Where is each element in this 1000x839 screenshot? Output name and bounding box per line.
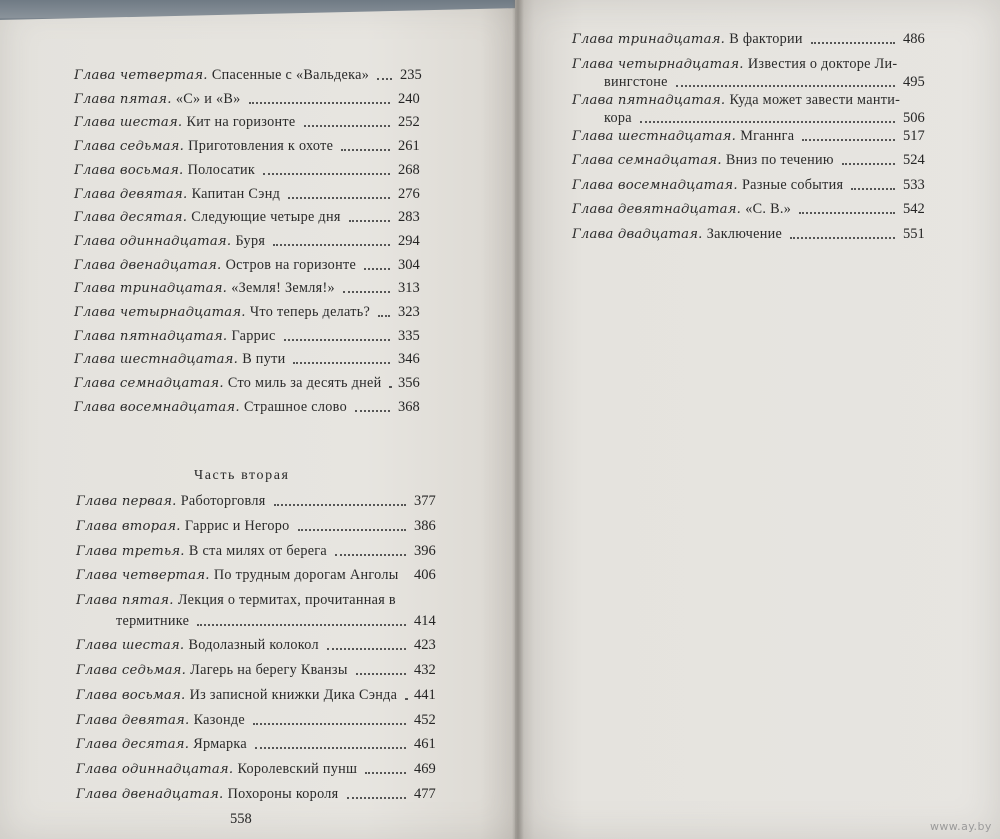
page-number: 283 [398,209,420,226]
toc-entry [74,137,333,156]
chapter-title: В ста милях от берега [188,542,328,559]
chapter-title: Разные события [741,176,844,193]
toc-entry [76,591,396,610]
chapter-title: Гаррис [231,327,276,344]
page-number: 261 [398,138,420,155]
toc-entry [76,542,327,561]
toc-entry [572,176,843,195]
chapter-title: Остров на горизонте [225,256,357,273]
dot-leader [263,173,390,175]
toc-entry [76,517,290,536]
dot-leader [284,339,390,341]
page-number-footer: 558 [230,811,252,827]
chapter-label: Глава двенадцатая. [74,257,222,273]
toc-entry [76,636,319,655]
chapter-label: Глава седьмая. [74,139,184,155]
dot-leader [288,197,390,199]
dot-leader [377,78,392,80]
chapter-label: Глава восемнадцатая. [74,399,240,415]
chapter-title: В фактории [729,31,803,47]
chapter-title: Капитан Сэнд [191,185,281,202]
toc-entry [572,91,900,110]
chapter-label: Глава пятая. [74,91,172,107]
chapter-title: Из записной книжки Дика Сэнда [189,686,398,703]
watermark-text: www.ay.by [930,820,992,833]
toc-entry [76,492,266,511]
chapter-title-continuation [604,109,632,128]
page-number: 533 [903,176,925,193]
page-number: 276 [398,185,420,202]
chapter-label: Глава девятая. [74,186,188,202]
chapter-label: Глава семнадцатая. [74,376,224,392]
chapter-label: Глава тринадцатая. [572,32,726,47]
toc-entry [76,711,245,730]
page-number: 477 [414,786,436,802]
chapter-title: Следующие четыре дня [191,209,341,226]
dot-leader [341,149,390,151]
toc-entry [572,127,794,146]
dot-leader [355,410,390,412]
page-number: 432 [414,662,436,678]
dot-leader [273,244,390,246]
chapter-label: Глава шестнадцатая. [74,352,238,368]
chapter-title: «С» и «В» [175,90,241,107]
dot-leader [197,624,406,626]
chapter-label: Глава шестая. [76,638,185,654]
toc-entry [76,566,399,585]
chapter-title: «Земля! Земля!» [231,280,335,297]
chapter-title: Вниз по течению [725,152,834,168]
dot-leader [389,386,390,388]
dot-leader [335,554,406,556]
page-number: 486 [903,31,925,47]
page-number: 423 [414,637,436,654]
dot-leader [293,362,390,364]
dot-leader [640,121,895,123]
chapter-label: Глава шестая. [74,115,183,131]
page-number: 368 [398,398,420,415]
chapter-title: Сто миль за десять дней [227,375,382,392]
part-two-heading: Часть вторая [194,468,290,483]
page-number: 441 [414,686,436,703]
dot-leader [790,237,895,239]
page-number: 313 [398,280,420,297]
chapter-label: Глава двенадцатая. [76,787,224,802]
toc-entry [572,55,897,74]
dot-leader [356,673,406,675]
chapter-label: Глава восьмая. [74,162,184,178]
chapter-label: Глава одиннадцатая. [76,762,234,778]
page-number: 323 [398,304,420,320]
toc-entry [76,760,357,779]
page-number: 517 [903,127,925,144]
chapter-title: По трудным дорогам Анголы [213,567,399,584]
chapter-label: Глава первая. [76,494,177,509]
page-number: 240 [398,90,420,107]
dot-leader [378,315,390,317]
toc-entry [76,785,339,804]
chapter-title: Спасенные с «Вальдека» [211,67,370,83]
toc-entry [74,113,296,132]
page-number: 356 [398,375,420,392]
chapter-title-continuation [604,73,668,92]
dot-leader [343,291,390,293]
page-number: 551 [903,225,925,242]
chapter-title: Гаррис и Негоро [184,517,290,534]
dot-leader [365,772,406,774]
toc-entry [76,735,247,754]
toc-entry [74,327,276,346]
chapter-title-continuation-text: термитнике [116,613,190,630]
chapter-label: Глава третья. [76,543,185,559]
toc-entry [74,161,255,180]
page-number: 495 [903,73,925,90]
page-number: 335 [398,327,420,344]
dot-leader [799,212,895,214]
page-number: 235 [400,67,422,83]
page-number: 506 [903,109,925,126]
dot-leader [349,220,390,222]
chapter-title: Работорговля [180,493,266,509]
toc-entry [74,279,335,298]
page-number: 294 [398,232,420,249]
toc-entry [74,232,265,251]
page-number: 252 [398,114,420,131]
page-number: 469 [414,761,436,778]
toc-entry [74,66,369,85]
dot-leader [274,504,406,506]
toc-entry [74,208,341,227]
toc-entry [74,398,347,417]
chapter-title: Казонде [193,711,245,728]
page-number: 304 [398,256,420,273]
toc-entry [74,303,370,322]
chapter-label: Глава четвертая. [76,568,210,584]
chapter-title-continuation-text: кора [604,109,632,126]
chapter-title: Ярмарка [193,736,247,753]
chapter-title-continuation [116,612,189,631]
dot-leader [802,139,895,141]
page-number: 542 [903,201,925,217]
dot-leader [327,648,406,650]
chapter-label: Глава вторая. [76,518,181,534]
chapter-title: «С. В.» [745,201,792,217]
chapter-label: Глава семнадцатая. [572,153,722,168]
chapter-title: В пути [242,351,286,368]
toc-entry [572,225,782,244]
chapter-label: Глава шестнадцатая. [572,128,736,144]
dot-leader [298,529,406,531]
book-gutter [512,0,524,839]
toc-entry [572,151,834,170]
toc-entry [76,661,348,680]
page-number: 461 [414,736,436,753]
chapter-title: Куда может завести манти- [729,91,901,108]
dot-leader [347,797,406,799]
toc-entry [74,90,241,109]
chapter-title: Похороны короля [227,786,339,802]
chapter-label: Глава одиннадцатая. [74,233,232,249]
chapter-title: Лекция о термитах, прочитанная в [177,592,396,609]
dot-leader [851,188,895,190]
chapter-label: Глава четвертая. [74,68,208,83]
chapter-title: Водолазный колокол [188,637,319,654]
toc-entry [74,185,280,204]
toc-entry [74,256,356,275]
toc-entry [74,374,381,393]
page-number: 524 [903,152,925,168]
dot-leader [253,723,406,725]
page-number: 406 [414,567,436,584]
page-number: 396 [414,542,436,559]
chapter-label: Глава пятнадцатая. [74,328,228,344]
chapter-label: Глава четырнадцатая. [572,56,744,72]
dot-leader [255,747,406,749]
dot-leader [405,698,406,700]
toc-entry [572,200,791,219]
chapter-label: Глава пятнадцатая. [572,92,726,108]
dot-leader [811,42,895,44]
chapter-label: Глава десятая. [74,210,188,226]
chapter-title: Буря [235,232,266,249]
chapter-label: Глава двадцатая. [572,226,703,242]
chapter-title: Мганнга [740,127,795,144]
chapter-label: Глава восемнадцатая. [572,177,738,193]
chapter-title: Известия о докторе Ли- [747,55,898,72]
chapter-label: Глава девятнадцатая. [572,202,742,217]
dot-leader [364,268,390,270]
chapter-label: Глава тринадцатая. [74,281,228,297]
chapter-title: Полосатик [187,161,256,178]
chapter-label: Глава четырнадцатая. [74,305,246,320]
dot-leader [842,163,895,165]
page-number: 377 [414,493,436,509]
chapter-label: Глава седьмая. [76,663,186,678]
toc-entry [76,686,397,705]
chapter-title: Королевский пунш [237,761,358,778]
page-number: 452 [414,711,436,728]
toc-entry [572,30,803,49]
dot-leader [304,125,390,127]
toc-entry [74,350,285,369]
chapter-title: Страшное слово [243,398,347,415]
chapter-title: Заключение [706,225,783,242]
chapter-title: Лагерь на берегу Кванзы [190,662,348,678]
chapter-label: Глава девятая. [76,712,190,728]
page-number: 414 [414,613,436,630]
chapter-title-continuation-text: вингстоне [604,73,668,90]
page-number: 386 [414,517,436,534]
page-number: 268 [398,161,420,178]
chapter-title: Приготовления к охоте [188,138,334,155]
chapter-title: Что теперь делать? [249,304,371,320]
dot-leader [249,102,390,104]
chapter-label: Глава восьмая. [76,687,186,703]
page-number: 346 [398,351,420,368]
chapter-title: Кит на горизонте [186,114,296,131]
chapter-label: Глава десятая. [76,737,190,753]
dot-leader [676,85,895,87]
chapter-label: Глава пятая. [76,593,174,609]
